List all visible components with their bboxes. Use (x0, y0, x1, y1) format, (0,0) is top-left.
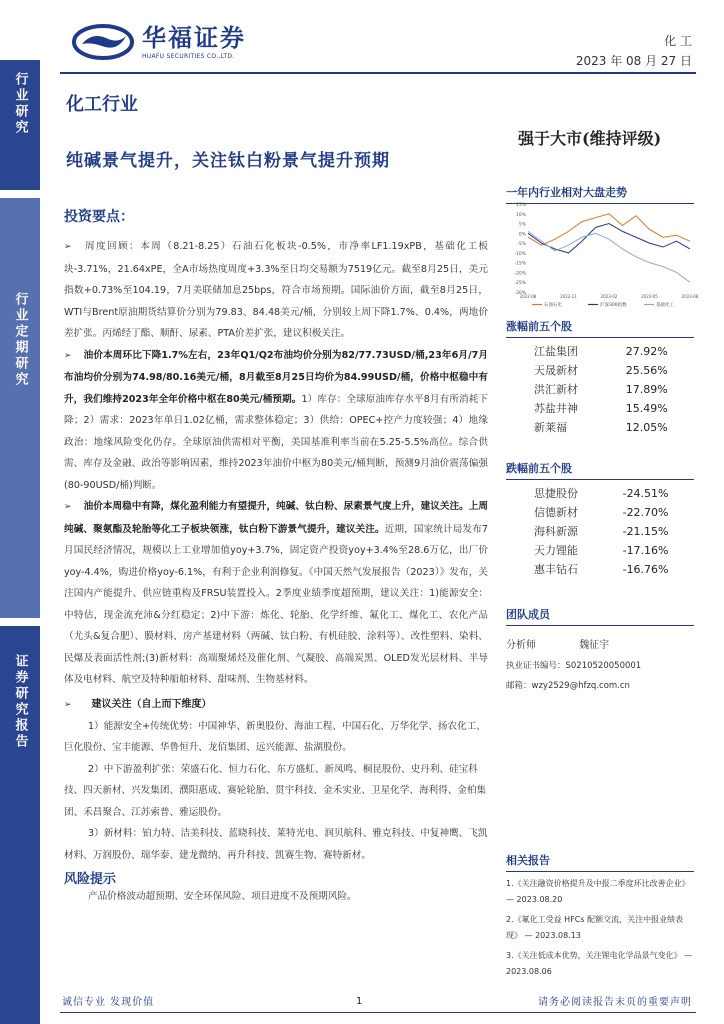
table-row (506, 418, 694, 437)
bullet-sector-outlook (64, 496, 488, 691)
stock-change: -22.70% (622, 506, 669, 519)
x-tick-label: 2023-02 (600, 294, 618, 299)
x-tick-label: 2023-05 (641, 294, 658, 299)
y-tick-label: -20% (514, 271, 526, 277)
header-date: 2023 年 08 月 27 日 (575, 54, 692, 68)
table-row (506, 560, 694, 579)
section-title: 投资要点： (64, 209, 134, 225)
report-type: 化工行业 (66, 94, 138, 115)
stock-change: -21.15% (622, 525, 669, 538)
x-tick-label: 2022-08 (519, 294, 537, 299)
bullet-arrow-icon: ➢ (64, 502, 72, 512)
footer-divider (60, 1012, 696, 1013)
stock-name: 惠丰钻石 (534, 563, 578, 576)
recommend-energy: 1）能源安全+传统优势：中国神华、新奥股份、海油工程、中国石化、万华化学、扬农化工、巨化股份、宝丰能源、华鲁恒升、龙佰集团、远兴能源、盐湖股份。 (64, 720, 486, 753)
y-tick-label: -30% (514, 291, 526, 296)
losers-section (506, 460, 694, 579)
risk-text: 产品价格波动超预期、安全环保风险、项目进度不及预期风险。 (88, 891, 357, 902)
side-band-periodic-research (0, 198, 40, 618)
recommend-midstream: 2）中下游盈利扩张：荣盛石化、恒力石化、东方盛虹、新凤鸣、桐昆股份、史丹利、硅宝科技、四天新材、兴发集团、濮阳惠成、赛轮轮胎、贯宇科技、金禾实业、卫星化学、海利得、金柏集团、禾昌聚合、江苏索普、雅运股份。 (64, 763, 487, 818)
table-row (506, 541, 694, 560)
table-row (506, 484, 694, 503)
table-row (506, 380, 694, 399)
recommend-heading-text: 建议关注（自上而下维度） (91, 698, 212, 710)
legend-label: 石油石化 (544, 303, 562, 308)
footer-disclaimer: 请务必阅读报告末页的重要声明 (538, 997, 692, 1008)
series-line (528, 214, 690, 245)
table-row (506, 503, 694, 522)
x-tick-label: 2022-11 (560, 294, 577, 299)
y-tick-label: -10% (514, 251, 526, 257)
analyst-label: 分析师 (506, 640, 536, 651)
stock-change: -16.76% (622, 563, 669, 576)
huafu-logo-icon (72, 24, 134, 60)
stock-name: 思捷股份 (534, 487, 578, 500)
analyst-email[interactable]: 邮箱：wzy2529@hfzq.com.cn (506, 681, 630, 691)
chart-title: 一年内行业相对大盘走势 (506, 184, 694, 204)
stock-name: 新莱福 (534, 421, 567, 434)
stock-change: 27.92% (625, 345, 668, 358)
x-tick-label: 2023-08 (681, 294, 699, 299)
y-tick-label: -5% (517, 242, 526, 248)
bullet-weekly-review (64, 236, 488, 345)
bullet-text: 周度回顾：本周（8.21-8.25）石油石化板块-0.5%，市净率LF1.19xPB，基础化工板块-3.71%，21.64xPE，全A市场热度周度+3.3%至日均交易额为7519亿元。截至8月25日，美元指数+0.73%至104.19，7月美联储加息25bps，符合市场预期。国际油价方面，截至8月25日，WTI与Brent原油期货结算价分别为79.83、84.48美元/桶，分别较上周下降1.7%、0.4%，两地价差扩张。丙烯经丁酯、顺酐、尿素、PTA价差扩张，建议积极关注。 (64, 241, 488, 339)
logo-english-name: HUAFU SECURITIES CO.,LTD. (142, 52, 235, 60)
company-logo (72, 24, 246, 60)
stock-change: 15.49% (625, 402, 668, 415)
rating: 强于大市(维持评级) (518, 129, 662, 148)
related-report-item[interactable]: 3.《关注低成本优势，关注锂电化学品景气变化》 — 2023.08.06 (506, 951, 693, 976)
side-band-label: 行业定期研究 (12, 292, 28, 388)
bullet-arrow-icon: ➢ (64, 242, 72, 252)
side-band-label: 行业研究 (12, 72, 28, 136)
team-title: 团队成员 (506, 606, 694, 626)
gainers-table (506, 342, 694, 437)
stock-change: 25.56% (625, 364, 668, 377)
footer-slogan: 诚信专业 发现价值 (62, 997, 155, 1008)
y-tick-label: -25% (514, 281, 526, 287)
bullet-bold-text: 油价本周环比下降1.7%左右，23年Q1/Q2布油均价分别为82/77.73USD/桶,23年6月/7月布油均价分别为74.98/80.16美元/桶，8月截至8月25日均价为84.99USD/桶，价格中枢稳中有升，我们维持2023年全年价格中枢在80美元/桶预期。 (64, 349, 488, 405)
related-title: 相关报告 (506, 852, 694, 872)
related-reports-section (506, 852, 694, 980)
stock-change: 17.89% (625, 383, 668, 396)
table-row (506, 522, 694, 541)
page-number: 1 (356, 996, 363, 1007)
bullet-arrow-icon: ➢ (64, 350, 72, 361)
bullet-arrow-icon: ➢ (64, 699, 72, 710)
table-row (506, 399, 694, 418)
stock-name: 苏盐井神 (534, 402, 578, 415)
stock-change: 12.05% (625, 421, 668, 434)
stock-name: 信德新材 (534, 506, 578, 519)
team-section (506, 606, 694, 691)
analyst-certificate: 执业证书编号：S0210520050001 (506, 661, 642, 671)
gainers-section (506, 318, 694, 437)
related-report-item[interactable]: 1.《关注融资价格提升及中报二季度环比改善企业》 — 2023.08.20 (506, 879, 690, 904)
header-industry: 化 工 (664, 34, 692, 48)
side-band-industry-research (0, 60, 40, 190)
stock-name: 海科新源 (534, 525, 578, 538)
bullet-oil-price (64, 345, 488, 497)
bullet-text: 1）库存：全球原油库存水平8月有所消耗下降；2）需求：2023年单日1.02亿桶，需求整体稳定；3）供给：OPEC+控产力度较强；4）地缘政治：地缘风险变化仍存。全球原油供需相对平衡，美国基准利率当前在5.25-5.5%高位。综合供需、库存及金融、政治等影响因素，维持2023年油价中枢为80美元/桶判断，预测9月油价震荡偏强(80-90USD/桶)判断。 (64, 393, 488, 491)
stock-change: -24.51% (622, 487, 669, 500)
risk-title: 风险提示 (64, 872, 117, 887)
header-divider (60, 72, 696, 74)
stock-name: 洪汇新材 (534, 383, 578, 396)
losers-title: 跌幅前五个股 (506, 460, 694, 480)
stock-name: 天力锂能 (534, 544, 578, 557)
recommend-heading (64, 694, 488, 716)
y-tick-label: 0% (518, 232, 526, 238)
table-row (506, 342, 694, 361)
bullet-bold-text: 油价本周稳中有降，煤化盈利能力有望提升，纯碱、钛白粉、尿素景气度上升，建议关注。上周纯碱、聚氨酯及轮胎等化工子板块领涨，钛白粉下游景气提升，建议关注。 (64, 501, 488, 535)
page-title: 纯碱景气提升，关注钛白粉景气提升预期 (66, 151, 390, 171)
recommend-new-materials: 3）新材料：铂力特、洁美科技、蓝晓科技、莱特光电、润贝航科、雅克科技、中复神鹰、飞凯材料、万润股份、瑞华泰、建龙微纳、再升科技、凯赛生物、赛特新材。 (64, 828, 488, 861)
y-tick-label: 15% (515, 203, 526, 208)
y-tick-label: 10% (515, 212, 526, 218)
stock-name: 江盐集团 (534, 345, 578, 358)
investment-highlights (64, 206, 488, 907)
performance-chart (506, 200, 699, 310)
table-row (506, 361, 694, 380)
series-line (528, 231, 690, 282)
bullet-text: 近期，国家统计局发布7月国民经济情况，规模以上工业增加值yoy+3.7%，固定资产投资yoy+3.4%至28.6万亿，出厂价yoy-4.4%，购进价格yoy-6.1%，有利于企业利润修复。《中国天然气发展报告（2023）》发布，关注国内产能提升、供应链重构及FRSU装置投入。2季度业绩季度超预期，建议关注：1)能源安全：中特估，现金流充沛&分红稳定；2)中下游：炼化、轮胎、化学纤维、氟化工、煤化工、农化产品（尤头&复合肥）、膜材料、房产基建材料（两碱、钛白粉、有机硅胶、涂料等）、改性塑料、染料、民爆及表面活性剂;(3)新材料：高端聚烯烃及催化剂、气凝胶、高端炭黑、OLED发光层材料、半导体及电材料、航空及特种船舶材料、甜味剂、生物基材料。 (64, 523, 489, 685)
related-report-item[interactable]: 2.《氟化工受益 HFCs 配额交流，关注中报业绩表现》 — 2023.08.13 (506, 915, 684, 940)
stock-name: 天晟新材 (534, 364, 578, 377)
legend-label: 沪深300指数 (600, 303, 627, 308)
y-tick-label: -15% (514, 261, 526, 267)
logo-chinese-name: 华福证券 (142, 22, 246, 52)
analyst-name: 魏征宇 (579, 640, 610, 651)
legend-label: 基础化工 (656, 303, 674, 308)
gainers-title: 涨幅前五个股 (506, 318, 694, 338)
side-band-label: 证券研究报告 (12, 654, 28, 750)
losers-table (506, 484, 694, 579)
y-tick-label: 5% (518, 222, 526, 228)
stock-change: -17.16% (622, 544, 669, 557)
analyst-row (506, 636, 694, 651)
side-band-securities-report (0, 626, 40, 1024)
